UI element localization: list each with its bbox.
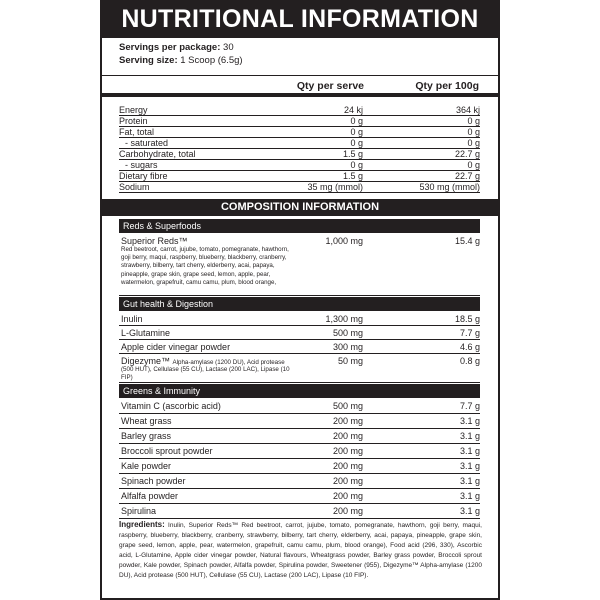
nutrient-per-serve: 0 g bbox=[350, 138, 363, 148]
nutrient-per-serve: 0 g bbox=[350, 116, 363, 126]
nutrient-name: Protein bbox=[119, 116, 148, 126]
ingredient-row bbox=[119, 474, 480, 489]
nutrition-row-energy bbox=[119, 105, 480, 116]
ingredient-per-100g: 7.7 g bbox=[459, 401, 480, 411]
ingredient-per-serve: 200 mg bbox=[332, 476, 363, 486]
ingredient-row bbox=[119, 414, 480, 429]
ingredient-name: Spirulina bbox=[121, 506, 157, 516]
ingredient-name: Spinach powder bbox=[121, 476, 186, 486]
nutrient-name: Sodium bbox=[119, 182, 150, 192]
ingredient-name: Alfalfa powder bbox=[121, 491, 179, 501]
ingredient-row bbox=[119, 489, 480, 504]
digezyme-inline: Alpha-amylase (1200 DU), Acid protease bbox=[172, 359, 285, 366]
serving-size-value: 1 Scoop (6.5g) bbox=[180, 55, 243, 66]
nutrient-per-100g: 0 g bbox=[467, 127, 480, 137]
ingredient-per-100g: 3.1 g bbox=[459, 461, 480, 471]
nutrition-row-fibre bbox=[119, 171, 480, 182]
nutrient-per-serve: 0 g bbox=[350, 127, 363, 137]
ingredient-per-100g: 3.1 g bbox=[459, 506, 480, 516]
composition-title: COMPOSITION INFORMATION bbox=[102, 199, 498, 216]
ingredient-per-serve: 1,000 mg bbox=[325, 236, 363, 246]
section-gut-health: Gut health & Digestion bbox=[119, 297, 480, 311]
ingredient-name: Apple cider vinegar powder bbox=[121, 342, 231, 352]
ingredient-row bbox=[119, 504, 480, 519]
serving-size-label: Serving size: bbox=[119, 55, 178, 66]
ingredient-per-serve: 200 mg bbox=[332, 461, 363, 471]
ingredient-row bbox=[119, 444, 480, 459]
ingredient-name: Broccoli sprout powder bbox=[121, 446, 213, 456]
ingredient-row bbox=[119, 399, 480, 414]
digezyme-name: Digezyme™ bbox=[121, 356, 171, 366]
servings-per-package bbox=[119, 42, 234, 53]
ingredient-row bbox=[119, 459, 480, 474]
ingredient-per-serve: 200 mg bbox=[332, 506, 363, 516]
nutrient-per-100g: 364 kj bbox=[455, 105, 480, 115]
ingredient-row bbox=[119, 312, 480, 326]
nutrient-name: Energy bbox=[119, 105, 148, 115]
ingredient-row bbox=[119, 429, 480, 444]
nutrition-row-saturated bbox=[119, 138, 480, 149]
ingredient-per-serve: 300 mg bbox=[332, 342, 363, 352]
nutrition-row-sugars bbox=[119, 160, 480, 171]
nutrient-name: - sugars bbox=[125, 160, 158, 170]
nutrition-panel bbox=[100, 0, 500, 600]
ingredient-name: Inulin bbox=[121, 314, 143, 324]
nutrient-per-serve: 1.5 g bbox=[342, 149, 363, 159]
ingredient-description: (500 HUT), Cellulase (55 CU), Lactase (200 LAC), Lipase (10 FIP) bbox=[121, 366, 290, 382]
ingredient-per-100g: 3.1 g bbox=[459, 446, 480, 456]
col-per-serve: Qty per serve bbox=[296, 80, 364, 92]
ingredient-description: Red beetroot, carrot, jujube, tomato, pomegranate, hawthorn, goji berry, maqui, raspberry, blueberry, blackberry, cranberry, strawberry, bilberry, tart cherry, elderberry, acai, papaya, pineapple, grape skin, grape seed, lemon, apple, pear, watermelon, grapefruit, camu camu, plum, blood orange, bbox=[121, 246, 289, 286]
nutrient-per-serve: 1.5 g bbox=[342, 171, 363, 181]
ingredient-per-100g: 0.8 g bbox=[459, 356, 480, 366]
ingredient-name: Barley grass bbox=[121, 431, 172, 441]
ingredient-per-serve: 50 mg bbox=[337, 356, 363, 366]
ingredient-per-serve: 200 mg bbox=[332, 431, 363, 441]
ingredient-per-100g: 3.1 g bbox=[459, 476, 480, 486]
ingredients-statement bbox=[119, 520, 482, 581]
nutrition-row-carbohydrate bbox=[119, 149, 480, 160]
ingredient-per-100g: 4.6 g bbox=[459, 342, 480, 352]
nutrient-per-100g: 0 g bbox=[467, 138, 480, 148]
ingredient-name: Kale powder bbox=[121, 461, 172, 471]
section-greens-immunity: Greens & Immunity bbox=[119, 384, 480, 398]
nutrient-name: Fat, total bbox=[119, 127, 155, 137]
ingredient-row-superior-reds bbox=[119, 234, 480, 296]
section-reds-superfoods: Reds & Superfoods bbox=[119, 219, 480, 233]
ingredient-per-100g: 7.7 g bbox=[459, 328, 480, 338]
nutrient-name: Dietary fibre bbox=[119, 171, 168, 181]
ingredient-name: Superior Reds™ bbox=[121, 236, 188, 246]
ingredient-name: L-Glutamine bbox=[121, 328, 171, 338]
ingredient-per-serve: 200 mg bbox=[332, 491, 363, 501]
nutrition-row-fat bbox=[119, 127, 480, 138]
ingredients-text: Inulin, Superior Reds™ Red beetroot, carrot, jujube, tomato, pomegranate, hawthorn, goji berry, maqui, raspberry, blueberry, blackberry, cranberry, strawberry, bilberry, tart cherry, elderberry, acai, papaya, pineapple, grape skin, grape seed, lemon, apple, pear, watermelon, grapefruit, camu camu, plum, blood orange), Food acid (296, 330), Ascorbic acid, L-Glutamine, Apple cider vinegar powder, Natural flavours, Wheatgrass powder, Barley grass powder, Broccoli sprout powder, Kale powder, Spinach powder, Alfalfa powder, Spirulina powder, Sweetener (955), Digezyme™ Alpha-amylase (1200 DU), Acid protease (500 HUT), Cellulase (55 CU), Lactase (200 LAC), Lipase (10 FIP). bbox=[119, 522, 482, 579]
ingredient-row-digezyme bbox=[119, 354, 480, 383]
ingredient-per-100g: 3.1 g bbox=[459, 491, 480, 501]
ingredient-per-100g: 3.1 g bbox=[459, 431, 480, 441]
nutrient-per-100g: 0 g bbox=[467, 116, 480, 126]
ingredient-per-100g: 18.5 g bbox=[454, 314, 480, 324]
ingredient-row bbox=[119, 340, 480, 354]
servings-value: 30 bbox=[223, 42, 234, 53]
nutrition-row-sodium bbox=[119, 182, 480, 193]
nutrient-per-serve: 0 g bbox=[350, 160, 363, 170]
nutrient-name: Carbohydrate, total bbox=[119, 149, 196, 159]
panel-title: NUTRITIONAL INFORMATION bbox=[102, 0, 498, 38]
ingredients-label: Ingredients: bbox=[119, 520, 165, 529]
ingredient-per-100g: 15.4 g bbox=[454, 236, 480, 246]
ingredient-name: Vitamin C (ascorbic acid) bbox=[121, 401, 221, 411]
nutrient-per-100g: 22.7 g bbox=[454, 171, 480, 181]
nutrient-name: - saturated bbox=[125, 138, 169, 148]
ingredient-name: Wheat grass bbox=[121, 416, 172, 426]
servings-label: Servings per package: bbox=[119, 42, 221, 53]
ingredient-row bbox=[119, 326, 480, 340]
ingredient-per-serve: 500 mg bbox=[332, 401, 363, 411]
ingredient-per-serve: 1,300 mg bbox=[325, 314, 363, 324]
ingredient-per-100g: 3.1 g bbox=[459, 416, 480, 426]
nutrient-per-100g: 22.7 g bbox=[454, 149, 480, 159]
column-headers bbox=[102, 75, 498, 97]
col-per-100g: Qty per 100g bbox=[415, 80, 479, 92]
nutrient-per-100g: 530 mg (mmol) bbox=[419, 182, 480, 192]
nutrition-row-protein bbox=[119, 116, 480, 127]
ingredient-per-serve: 500 mg bbox=[332, 328, 363, 338]
ingredient-per-serve: 200 mg bbox=[332, 416, 363, 426]
nutrient-per-serve: 35 mg (mmol) bbox=[307, 182, 363, 192]
nutrient-per-100g: 0 g bbox=[467, 160, 480, 170]
serving-size bbox=[119, 55, 243, 66]
ingredient-per-serve: 200 mg bbox=[332, 446, 363, 456]
nutrient-per-serve: 24 kj bbox=[343, 105, 363, 115]
